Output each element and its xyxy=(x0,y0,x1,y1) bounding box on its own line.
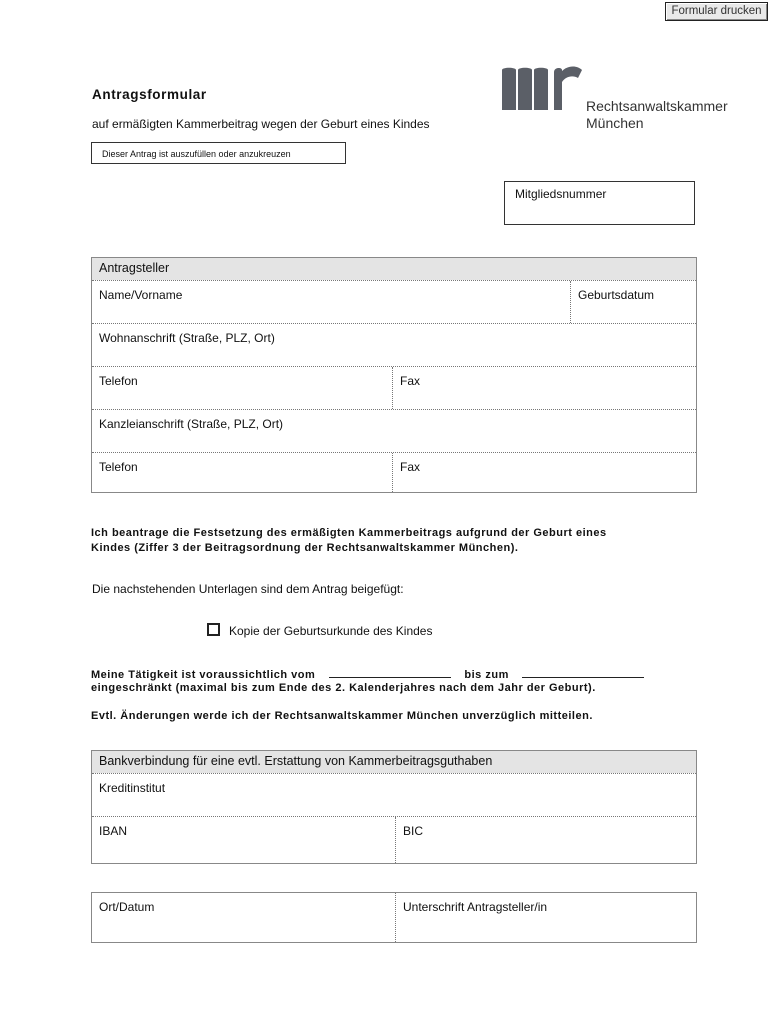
place-date-field[interactable] xyxy=(92,893,395,942)
chamber-logo xyxy=(502,66,734,132)
print-form-button[interactable]: Formular drucken xyxy=(665,2,768,21)
office-phone-row xyxy=(92,452,696,492)
fax-label: Fax xyxy=(400,374,421,388)
birthdate-field[interactable] xyxy=(570,281,696,323)
instruction-hint: Dieser Antrag ist auszufüllen oder anzukreuzen xyxy=(91,142,346,164)
birthdate-label: Geburtsdatum xyxy=(578,288,655,302)
office-phone-label: Telefon xyxy=(99,460,138,474)
applicant-table xyxy=(91,257,697,493)
form-subtitle: auf ermäßigten Kammerbeitrag wegen der Geburt eines Kindes xyxy=(92,117,430,131)
form-title: Antragsformular xyxy=(92,87,207,102)
office-address-label: Kanzleianschrift (Straße, PLZ, Ort) xyxy=(99,417,284,431)
activity-from-field[interactable] xyxy=(329,666,451,678)
member-number-field[interactable] xyxy=(504,181,695,225)
activity-until-label: bis zum xyxy=(464,669,509,681)
applicant-header: Antragsteller xyxy=(92,258,696,280)
signature-table xyxy=(91,892,697,943)
activity-prefix: Meine Tätigkeit ist voraussichtlich vom xyxy=(91,669,316,681)
bic-label: BIC xyxy=(403,824,424,838)
address-label: Wohnanschrift (Straße, PLZ, Ort) xyxy=(99,331,275,345)
signature-row xyxy=(92,893,696,942)
address-row xyxy=(92,323,696,366)
name-label: Name/Vorname xyxy=(99,288,183,302)
office-fax-field[interactable] xyxy=(392,453,696,492)
office-address-field[interactable] xyxy=(92,410,696,452)
name-field[interactable] xyxy=(92,281,570,323)
institute-row xyxy=(92,773,696,816)
bank-header: Bankverbindung für eine evtl. Erstattung von Kammerbeitragsguthaben xyxy=(92,751,696,773)
institute-field[interactable] xyxy=(92,774,696,816)
applicant-header-row xyxy=(92,258,696,280)
phone-row xyxy=(92,366,696,409)
address-field[interactable] xyxy=(92,324,696,366)
iban-label: IBAN xyxy=(99,824,128,838)
birth-certificate-label: Kopie der Geburtsurkunde des Kindes xyxy=(229,624,433,638)
bank-header-row xyxy=(92,751,696,773)
signature-label: Unterschrift Antragsteller/in xyxy=(403,900,548,914)
attachments-intro: Die nachstehenden Unterlagen sind dem Antrag beigefügt: xyxy=(92,582,404,596)
bank-table xyxy=(91,750,697,864)
phone-field[interactable] xyxy=(92,367,392,409)
logo-text-line1: Rechtsanwaltskammer xyxy=(586,98,728,114)
signature-field[interactable] xyxy=(395,893,696,942)
phone-label: Telefon xyxy=(99,374,138,388)
iban-row xyxy=(92,816,696,863)
activity-until-field[interactable] xyxy=(522,666,644,678)
name-row xyxy=(92,280,696,323)
member-number-label: Mitgliedsnummer xyxy=(515,187,607,201)
institute-label: Kreditinstitut xyxy=(99,781,166,795)
chamber-logo-mark-icon xyxy=(502,66,582,110)
fax-field[interactable] xyxy=(392,367,696,409)
request-line-2: Kindes (Ziffer 3 der Beitragsordnung der Rechtsanwaltskammer München). xyxy=(91,542,519,554)
office-phone-field[interactable] xyxy=(92,453,392,492)
office-fax-label: Fax xyxy=(400,460,421,474)
activity-line-2: eingeschränkt (maximal bis zum Ende des 2. Kalenderjahres nach dem Jahr der Geburt). xyxy=(91,682,596,694)
logo-text-line2: München xyxy=(586,115,644,131)
bic-field[interactable] xyxy=(395,817,696,863)
changes-notice: Evtl. Änderungen werde ich der Rechtsanwaltskammer München unverzüglich mitteilen. xyxy=(91,710,593,722)
place-date-label: Ort/Datum xyxy=(99,900,155,914)
birth-certificate-checkbox[interactable] xyxy=(207,623,220,636)
iban-field[interactable] xyxy=(92,817,395,863)
office-address-row xyxy=(92,409,696,452)
request-line-1: Ich beantrage die Festsetzung des ermäßigten Kammerbeitrags aufgrund der Geburt eines xyxy=(91,527,607,539)
